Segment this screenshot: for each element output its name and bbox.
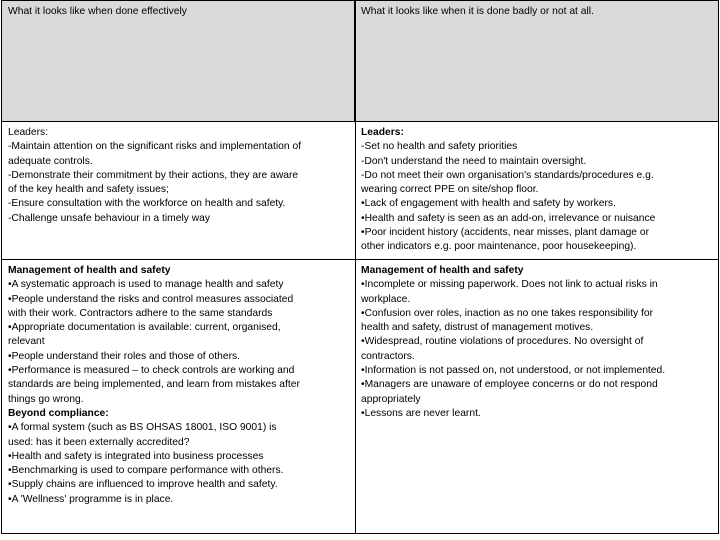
header-effective-text: What it looks like when done effectively: [8, 6, 187, 17]
management-bad-cell: [361, 264, 665, 421]
leaders-bad-cell: [361, 126, 655, 255]
leaders-effective-line: -Ensure consultation with the workforce on health and safety.: [8, 198, 286, 210]
management-effective-line: standards are being implemented, and learn from mistakes after: [8, 379, 300, 391]
leaders-effective-line: adequate controls.: [8, 155, 93, 167]
management-effective-line: •People understand their roles and those of others.: [8, 350, 241, 362]
leaders-bad-line: •Lack of engagement with health and safety by workers.: [361, 198, 616, 210]
beyond-compliance-line: •Health and safety is integrated into business processes: [8, 450, 264, 462]
leaders-bad-line: •Poor incident history (accidents, near misses, plant damage or: [361, 227, 650, 239]
management-bad-line: •Incomplete or missing paperwork. Does not link to actual risks in: [361, 279, 658, 291]
management-effective-line: •Performance is measured – to check controls are working and: [8, 365, 295, 377]
management-effective-cell: [8, 264, 300, 507]
management-bad-title: Management of health and safety: [361, 265, 524, 276]
leaders-bad-title: Leaders:: [361, 127, 404, 138]
leaders-effective-line: -Demonstrate their commitment by their actions, they are aware: [8, 169, 299, 181]
management-bad-line: workplace.: [361, 293, 411, 305]
beyond-compliance-line: used: has it been externally accredited?: [8, 436, 190, 448]
beyond-compliance-line: •Benchmarking is used to compare performance with others.: [8, 465, 284, 477]
management-effective-line: •A systematic approach is used to manage health and safety: [8, 279, 284, 291]
beyond-compliance-line: •A 'Wellness' programme is in place.: [8, 493, 174, 505]
leaders-bad-line: -Don't understand the need to maintain oversight.: [361, 155, 587, 167]
management-bad-line: •Confusion over roles, inaction as no one takes responsibility for: [361, 307, 654, 319]
management-bad-line: •Managers are unaware of employee concerns or do not respond: [361, 379, 658, 391]
management-effective-line: relevant: [8, 336, 45, 348]
management-bad-line: •Widespread, routine violations of procedures. No oversight of: [361, 336, 644, 348]
leaders-bad-line: wearing correct PPE on site/shop floor.: [361, 184, 539, 196]
management-bad-line: •Information is not passed on, not understood, or not implemented.: [361, 365, 666, 377]
management-effective-line: things go wrong.: [8, 393, 84, 405]
leaders-bad-line: •Health and safety is seen as an add-on, irrelevance or nuisance: [361, 212, 656, 224]
management-effective-line: with their work. Contractors adhere to the same standards: [8, 307, 273, 319]
header-bad-text: What it looks like when it is done badly or not at all.: [361, 6, 594, 17]
beyond-compliance-line: •A formal system (such as BS OHSAS 18001, ISO 9001) is: [8, 422, 277, 434]
beyond-compliance-title: Beyond compliance:: [8, 407, 109, 419]
leaders-bad-line: other indicators e.g. poor maintenance, poor housekeeping).: [361, 241, 637, 253]
row-divider-2: [2, 259, 718, 260]
beyond-compliance-line: •Supply chains are influenced to improve health and safety.: [8, 479, 278, 491]
management-bad-line: •Lessons are never learnt.: [361, 407, 481, 419]
management-bad-line: appropriately: [361, 393, 421, 405]
leaders-effective-line: -Maintain attention on the significant risks and implementation of: [8, 141, 302, 153]
management-effective-line: •People understand the risks and control measures associated: [8, 293, 294, 305]
leaders-effective-line: -Challenge unsafe behaviour in a timely way: [8, 212, 211, 224]
comparison-table: [1, 0, 719, 534]
leaders-bad-line: -Do not meet their own organisation's standards/procedures e.g.: [361, 169, 654, 181]
management-bad-line: health and safety, distrust of management motives.: [361, 322, 594, 334]
leaders-effective-title: Leaders:: [8, 127, 49, 138]
leaders-effective-cell: [8, 126, 301, 226]
leaders-bad-line: -Set no health and safety priorities: [361, 141, 518, 153]
management-effective-title: Management of health and safety: [8, 265, 171, 276]
row-divider-1: [2, 121, 718, 122]
management-effective-line: •Appropriate documentation is available: current, organised,: [8, 322, 281, 334]
column-divider: [355, 1, 356, 533]
leaders-effective-line: of the key health and safety issues;: [8, 184, 169, 196]
management-bad-line: contractors.: [361, 350, 415, 362]
